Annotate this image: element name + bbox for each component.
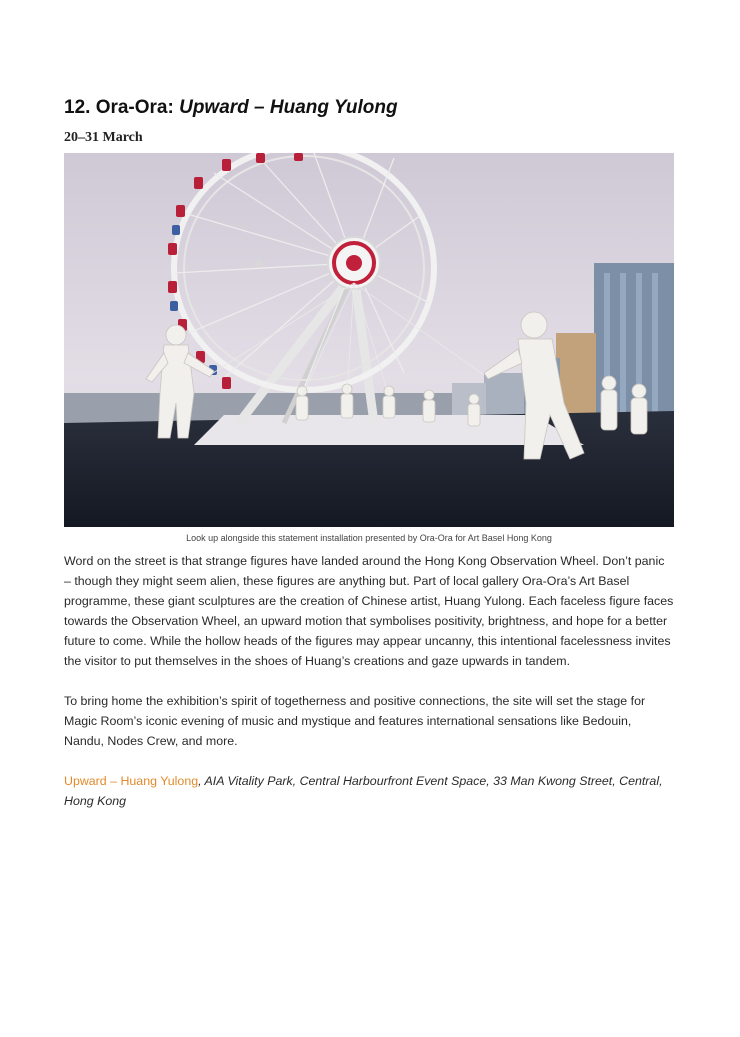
body-paragraph: To bring home the exhibition’s spirit of togetherness and positive connections, the site will set the stage for Magic Room’s iconic evening of music and mystique and features international sensations like Bedouin, Nandu, Nodes Crew, and more.: [64, 694, 646, 748]
article-title-italic: Upward – Huang Yulong: [179, 97, 398, 118]
venue-line: [64, 771, 674, 811]
body-paragraph: Word on the street is that strange figures have landed around the Hong Kong Observation Wheel. Don’t panic – though they might seem alien, these figures are anything but. Part of local gallery Ora-Ora’s Art Basel programme, these giant sculptures are the creation of Chinese artist, Huang Yulong. Each faceless figure faces towards the Observation Wheel, an upward motion that symbolises positivity, brightness, and hope for a better future to come. While the hollow heads of the figures may appear uncanny, this intentional facelessness invites the visitor to put themselves in the shoes of Huang’s creations and gaze upwards in tandem.: [64, 554, 674, 668]
image-caption: Look up alongside this statement installation presented by Ora-Ora for Art Basel Hong Kong: [186, 533, 552, 543]
installation-photo: [64, 153, 674, 527]
venue-address: , AIA Vitality Park, Central Harbourfront Event Space, 33 Man Kwong Street, Central, Hong Kong: [64, 774, 663, 808]
article-title: [64, 96, 674, 120]
article: [64, 96, 674, 811]
article-title-prefix: 12. Ora-Ora:: [64, 97, 180, 118]
venue-link[interactable]: Upward – Huang Yulong: [64, 774, 199, 788]
event-date: 20–31 March: [64, 130, 143, 145]
